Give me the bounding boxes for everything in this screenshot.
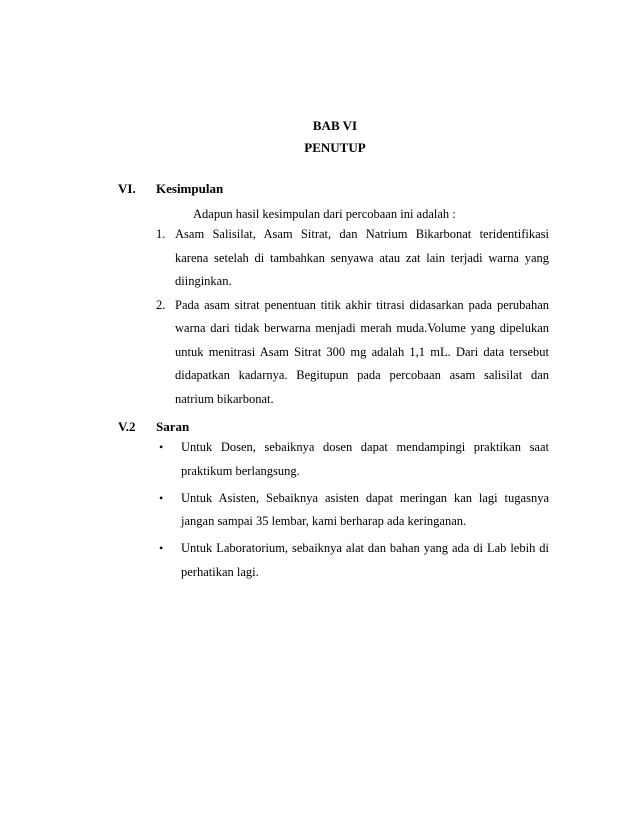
list-item-text: Untuk Asisten, Sebaiknya asisten dapat meringan kan lagi tugasnya jangan sampai 35 lembar, kami berharap ada keringanan.: [181, 490, 549, 528]
chapter-label: BAB VI: [312, 118, 358, 133]
list-marker: 1.: [156, 227, 166, 241]
list-item-text: Pada asam sitrat penentuan titik akhir titrasi didasarkan pada perubahan warna dari tidak berwarna menjadi merah muda.Volume yang dipelukan untuk menitrasi Asam Sitrat 300 mg adalah 1,1 mL. Dari data tersebut didapatkan kadarnya. Begitupun pada percobaan asam salisilat dan natrium bikarbonat.: [175, 297, 549, 406]
list-item-text: Asam Salisilat, Asam Sitrat, dan Natrium Bikarbonat teridentifikasi karena setelah di tambahkan senyawa atau zat lain terjadi warna yang diinginkan.: [175, 227, 549, 288]
chapter-title: PENUTUP: [304, 140, 366, 155]
list-item: [156, 487, 549, 534]
list-item-text: Untuk Dosen, sebaiknya dosen dapat mendampingi praktikan saat praktikum berlangsung.: [181, 440, 549, 478]
section-title-conclusion: Kesimpulan: [156, 181, 224, 196]
list-item: [156, 223, 549, 294]
bullet-icon: •: [159, 541, 164, 555]
list-marker: 2.: [156, 297, 166, 312]
section-title-suggestions: Saran: [156, 419, 190, 434]
section-number-suggestions: V.2: [118, 419, 136, 434]
bullet-icon: •: [159, 490, 164, 505]
list-item: [156, 436, 549, 483]
suggestion-list: [156, 436, 549, 588]
list-item: [156, 294, 549, 412]
list-item: [156, 537, 549, 584]
conclusion-intro: Adapun hasil kesimpulan dari percobaan ini adalah :: [193, 207, 456, 221]
list-item-text: Untuk Laboratorium, sebaiknya alat dan bahan yang ada di Lab lebih di perhatikan lagi.: [181, 541, 549, 579]
section-number-conclusion: VI.: [118, 181, 136, 196]
bullet-icon: •: [159, 440, 164, 454]
conclusion-list: [156, 223, 549, 411]
